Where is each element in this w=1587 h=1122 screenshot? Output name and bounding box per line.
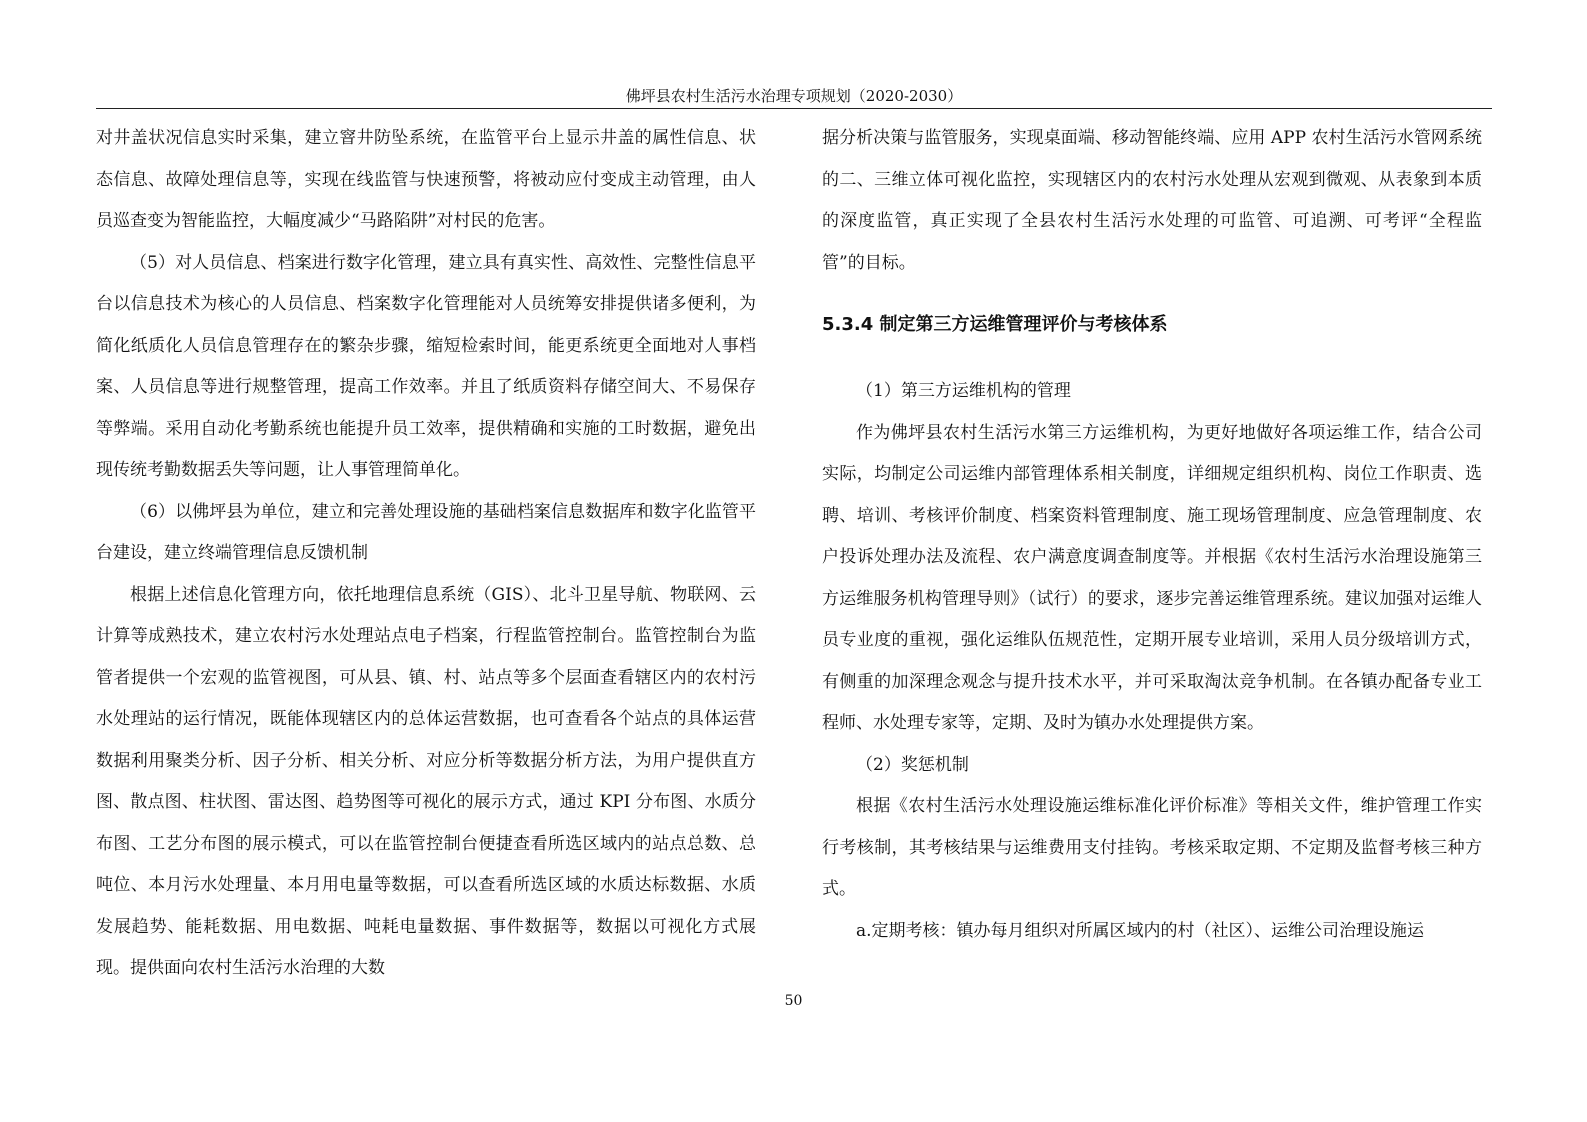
paragraph: （6）以佛坪县为单位，建立和完善处理设施的基础档案信息数据库和数字化监管平台建设，建立终端管理信息反馈机制 [96, 501, 756, 563]
paragraph: 根据《农村生活污水处理设施运维标准化评价标准》等相关文件，维护管理工作实行考核制，其考核结果与运维费用支付挂钩。考核采取定期、不定期及监督考核三种方式。 [822, 796, 1482, 899]
paragraph: 对井盖状况信息实时采集，建立窨井防坠系统，在监管平台上显示井盖的属性信息、状态信息、故障处理信息等，实现在线监管与快速预警，将被动应付变成主动管理，由人员巡查变为智能监控，大幅度减少“马路陷阱”对村民的危害。 [96, 128, 756, 231]
right-column [822, 118, 1482, 952]
paragraph: 根据上述信息化管理方向，依托地理信息系统（GIS）、北斗卫星导航、物联网、云计算等成熟技术，建立农村污水处理站点电子档案，行程监管控制台。监管控制台为监管者提供一个宏观的监管视图，可从县、镇、村、站点等多个层面查看辖区内的农村污水处理站的运行情况，既能体现辖区内的总体运营数据，也可查看各个站点的具体运营数据利用聚类分析、因子分析、相关分析、对应分析等数据分析方法，为用户提供直方图、散点图、柱状图、雷达图、趋势图等可视化的展示方式，通过 KPI 分布图、水质分布图、工艺分布图的展示模式，可以在监管控制台便捷查看所选区域内的站点总数、总吨位、本月污水处理量、本月用电量等数据，可以查看所选区域的水质达标数据、水质发展趋势、能耗数据、用电数据、吨耗电量数据、事件数据等，数据以可视化方式展现。提供面向农村生活污水治理的大数 [96, 584, 756, 978]
header-divider [96, 108, 1492, 109]
section-heading: 5.3.4 制定第三方运维管理评价与考核体系 [822, 314, 1168, 335]
paragraph: 作为佛坪县农村生活污水第三方运维机构，为更好地做好各项运维工作，结合公司实际，均制定公司运维内部管理体系相关制度，详细规定组织机构、岗位工作职责、选聘、培训、考核评价制度、档案资料管理制度、施工现场管理制度、应急管理制度、农户投诉处理办法及流程、农户满意度调查制度等。并根据《农村生活污水治理设施第三方运维服务机构管理导则》（试行）的要求，逐步完善运维管理系统。建议加强对运维人员专业度的重视，强化运维队伍规范性，定期开展专业培训，采用人员分级培训方式，有侧重的加深理念观念与提升技术水平，并可采取淘汰竞争机制。在各镇办配备专业工程师、水处理专家等，定期、及时为镇办水处理提供方案。 [822, 422, 1482, 733]
paragraph: a.定期考核：镇办每月组织对所属区域内的村（社区）、运维公司治理设施运 [856, 920, 1425, 941]
page-number: 50 [784, 993, 803, 1009]
subsection-heading: （1）第三方运维机构的管理 [856, 381, 1071, 401]
page-header: 佛坪县农村生活污水治理专项规划（2020-2030） [625, 87, 963, 105]
paragraph: （5）对人员信息、档案进行数字化管理，建立具有真实性、高效性、完整性信息平台以信息技术为核心的人员信息、档案数字化管理能对人员统筹安排提供诸多便利，为简化纸质化人员信息管理存在的繁杂步骤，缩短检索时间，能更系统更全面地对人事档案、人员信息等进行规整管理，提高工作效率。并且了纸质资料存储空间大、不易保存等弊端。采用自动化考勤系统也能提升员工效率，提供精确和实施的工时数据，避免出现传统考勤数据丢失等问题，让人事管理简单化。 [96, 252, 756, 480]
left-column [96, 118, 756, 990]
paragraph: 据分析决策与监管服务，实现桌面端、移动智能终端、应用 APP 农村生活污水管网系统的二、三维立体可视化监控，实现辖区内的农村污水处理从宏观到微观、从表象到本质的深度监管，真正实现了全县农村生活污水处理的可监管、可追溯、可考评“全程监管”的目标。 [822, 128, 1482, 273]
subsection-heading: （2）奖惩机制 [856, 754, 969, 775]
